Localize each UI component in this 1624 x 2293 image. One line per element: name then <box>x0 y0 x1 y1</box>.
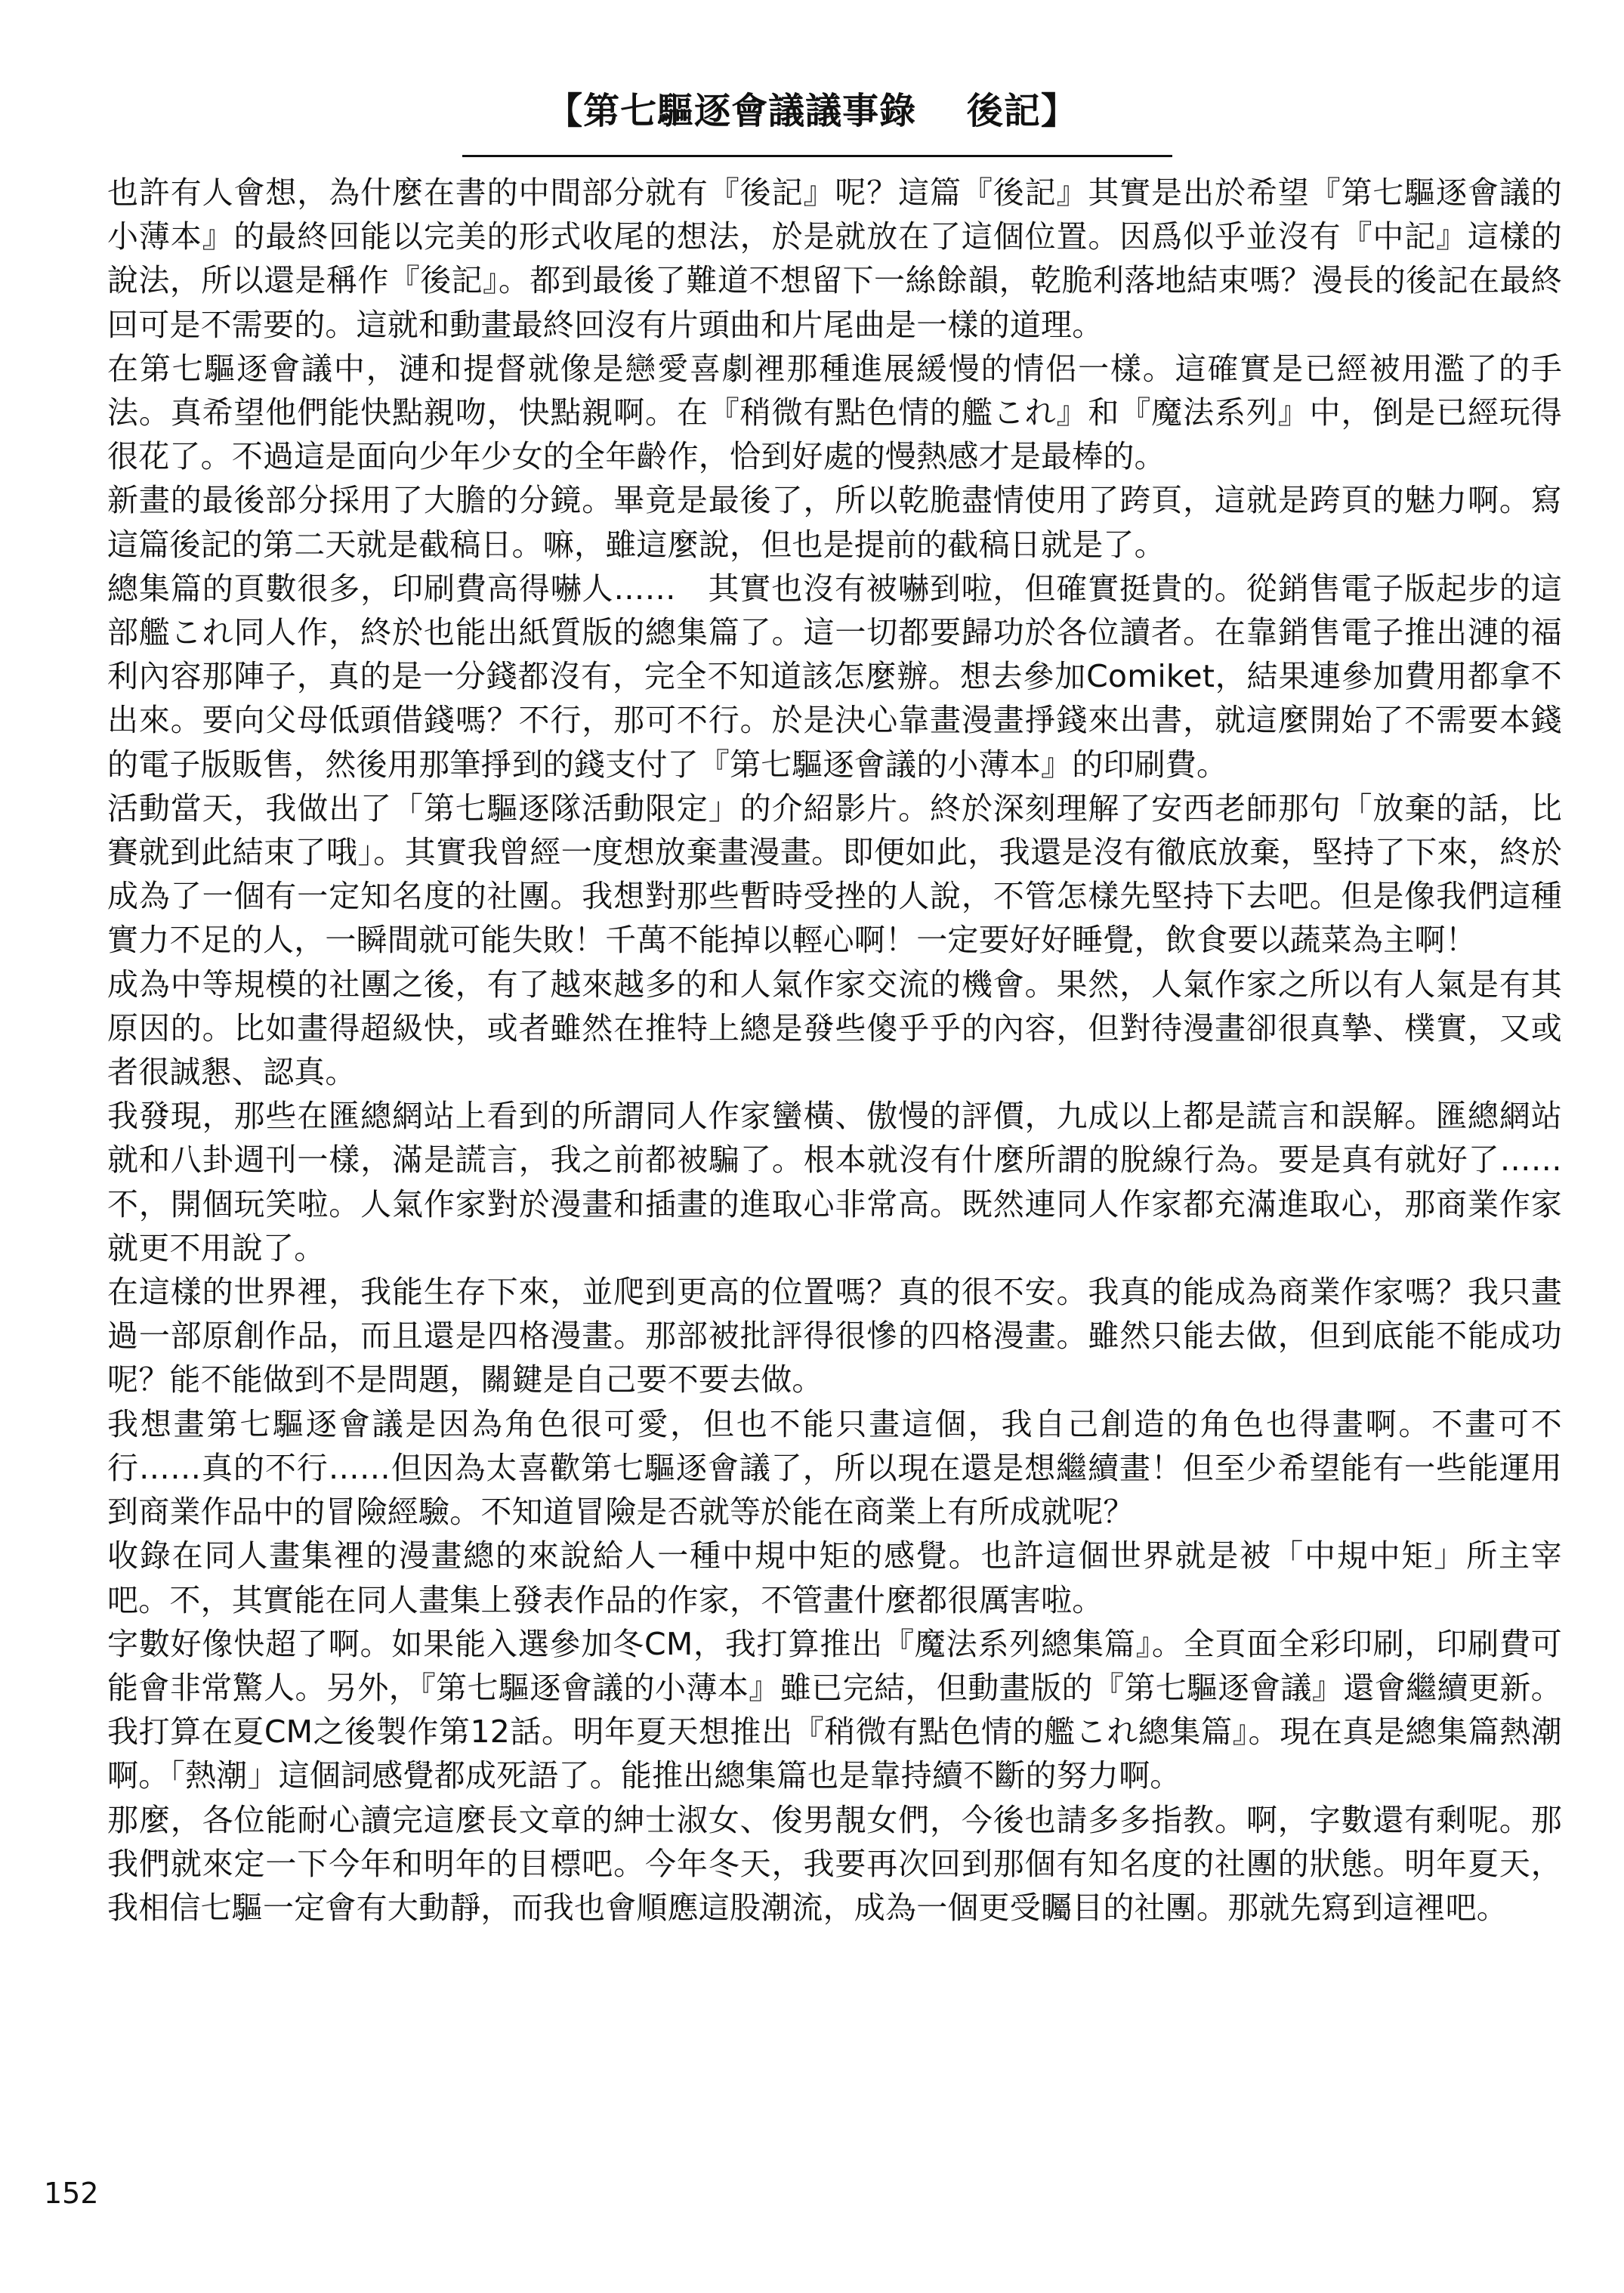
paragraph-4: 總集篇的頁數很多，印刷費高得嚇人…… 其實也沒有被嚇到啦，但確實挺貴的。從銷售電子版起步的這部艦これ同人作，終於也能出紙質版的總集篇了。這一切都要歸功於各位讀者。在靠銷售電子推出漣的福利內容那陣子，真的是一分錢都沒有，完全不知道該怎麼辦。想去參加Comiket，結果連參加費用都拿不出來。要向父母低頭借錢嗎？不行，那可不行。於是決心靠畫漫畫掙錢來出書，就這麼開始了不需要本錢的電子版販售，然後用那筆掙到的錢支付了『第七驅逐會議的小薄本』的印刷費。 <box>107 570 1562 783</box>
paragraph-8: 在這樣的世界裡，我能生存下來，並爬到更高的位置嗎？真的很不安。我真的能成為商業作家嗎？我只畫過一部原創作品，而且還是四格漫畫。那部被批評得很慘的四格漫畫。雖然只能去做，但到底能不能成功呢？能不能做到不是問題，關鍵是自己要不要去做。 <box>107 1274 1562 1398</box>
paragraph-5: 活動當天，我做出了「第七驅逐隊活動限定」的介紹影片。終於深刻理解了安西老師那句「放棄的話，比賽就到此結束了哦」。其實我曾經一度想放棄畫漫畫。即便如此，我還是沒有徹底放棄，堅持了下來，終於成為了一個有一定知名度的社團。我想對那些暫時受挫的人說，不管怎樣先堅持下去吧。但是像我們這種實力不足的人，一瞬間就可能失敗！千萬不能掉以輕心啊！一定要好好睡覺，飲食要以蔬菜為主啊！ <box>107 790 1562 959</box>
paragraph-9: 我想畫第七驅逐會議是因為角色很可愛，但也不能只畫這個，我自己創造的角色也得畫啊。不畫可不行……真的不行……但因為太喜歡第七驅逐會議了，所以現在還是想繼續畫！但至少希望能有一些能運用到商業作品中的冒險經驗。不知道冒險是否就等於能在商業上有所成就呢？ <box>107 1405 1562 1531</box>
page-number: 152 <box>44 2177 99 2210</box>
page-title: 【第七驅逐會議議事錄 後記】 <box>546 90 1078 132</box>
paragraph-3: 新畫的最後部分採用了大膽的分鏡。畢竟是最後了，所以乾脆盡情使用了跨頁，這就是跨頁的魅力啊。寫這篇後記的第二天就是截稿日。嘛，雖這麼說，但也是提前的截稿日就是了。 <box>107 482 1562 563</box>
paragraph-6: 成為中等規模的社團之後，有了越來越多的和人氣作家交流的機會。果然，人氣作家之所以有人氣是有其原因的。比如畫得超級快，或者雖然在推特上總是發些傻乎乎的內容，但對待漫畫卻很真摯、樸實，又或者很誠懇、認真。 <box>107 966 1562 1091</box>
afterword-body <box>107 171 1562 1930</box>
paragraph-2: 在第七驅逐會議中，漣和提督就像是戀愛喜劇裡那種進展緩慢的情侶一樣。這確實是已經被用濫了的手法。真希望他們能快點親吻，快點親啊。在『稍微有點色情的艦これ』和『魔法系列』中，倒是已經玩得很花了。不過這是面向少年少女的全年齡作，恰到好處的慢熱感才是最棒的。 <box>107 350 1562 475</box>
paragraph-10: 收錄在同人畫集裡的漫畫總的來說給人一種中規中矩的感覺。也許這個世界就是被「中規中矩」所主宰吧。不，其實能在同人畫集上發表作品的作家，不管畫什麼都很厲害啦。 <box>107 1537 1562 1618</box>
paragraph-7: 我發現，那些在匯總網站上看到的所謂同人作家蠻橫、傲慢的評價，九成以上都是謊言和誤解。匯總網站就和八卦週刊一樣，滿是謊言，我之前都被騙了。根本就沒有什麼所謂的脫線行為。要是真有就好了……不，開個玩笑啦。人氣作家對於漫畫和插畫的進取心非常高。既然連同人作家都充滿進取心，那商業作家就更不用說了。 <box>107 1098 1562 1266</box>
title-underline <box>462 155 1172 157</box>
paragraph-12: 那麼，各位能耐心讀完這麼長文章的紳士淑女、俊男靚女們，今後也請多多指教。啊，字數還有剩呢。那我們就來定一下今年和明年的目標吧。今年冬天，我要再次回到那個有知名度的社團的狀態。明年夏天，我相信七驅一定會有大動靜，而我也會順應這股潮流，成為一個更受矚目的社團。那就先寫到這裡吧。 <box>107 1801 1562 1926</box>
paragraph-1: 也許有人會想，為什麼在書的中間部分就有『後記』呢？這篇『後記』其實是出於希望『第七驅逐會議的小薄本』的最終回能以完美的形式收尾的想法，於是就放在了這個位置。因爲似乎並沒有『中記』這樣的說法，所以還是稱作『後記』。都到最後了難道不想留下一絲餘韻，乾脆利落地結束嗎？漫長的後記在最終回可是不需要的。這就和動畫最終回沒有片頭曲和片尾曲是一樣的道理。 <box>107 175 1562 343</box>
paragraph-11: 字數好像快超了啊。如果能入選參加冬CM，我打算推出『魔法系列總集篇』。全頁面全彩印刷，印刷費可能會非常驚人。另外，『第七驅逐會議的小薄本』雖已完結，但動畫版的『第七驅逐會議』還會繼續更新。我打算在夏CM之後製作第12話。明年夏天想推出『稍微有點色情的艦これ總集篇』。現在真是總集篇熱潮啊。「熱潮」這個詞感覺都成死語了。能推出總集篇也是靠持續不斷的努力啊。 <box>107 1625 1562 1794</box>
